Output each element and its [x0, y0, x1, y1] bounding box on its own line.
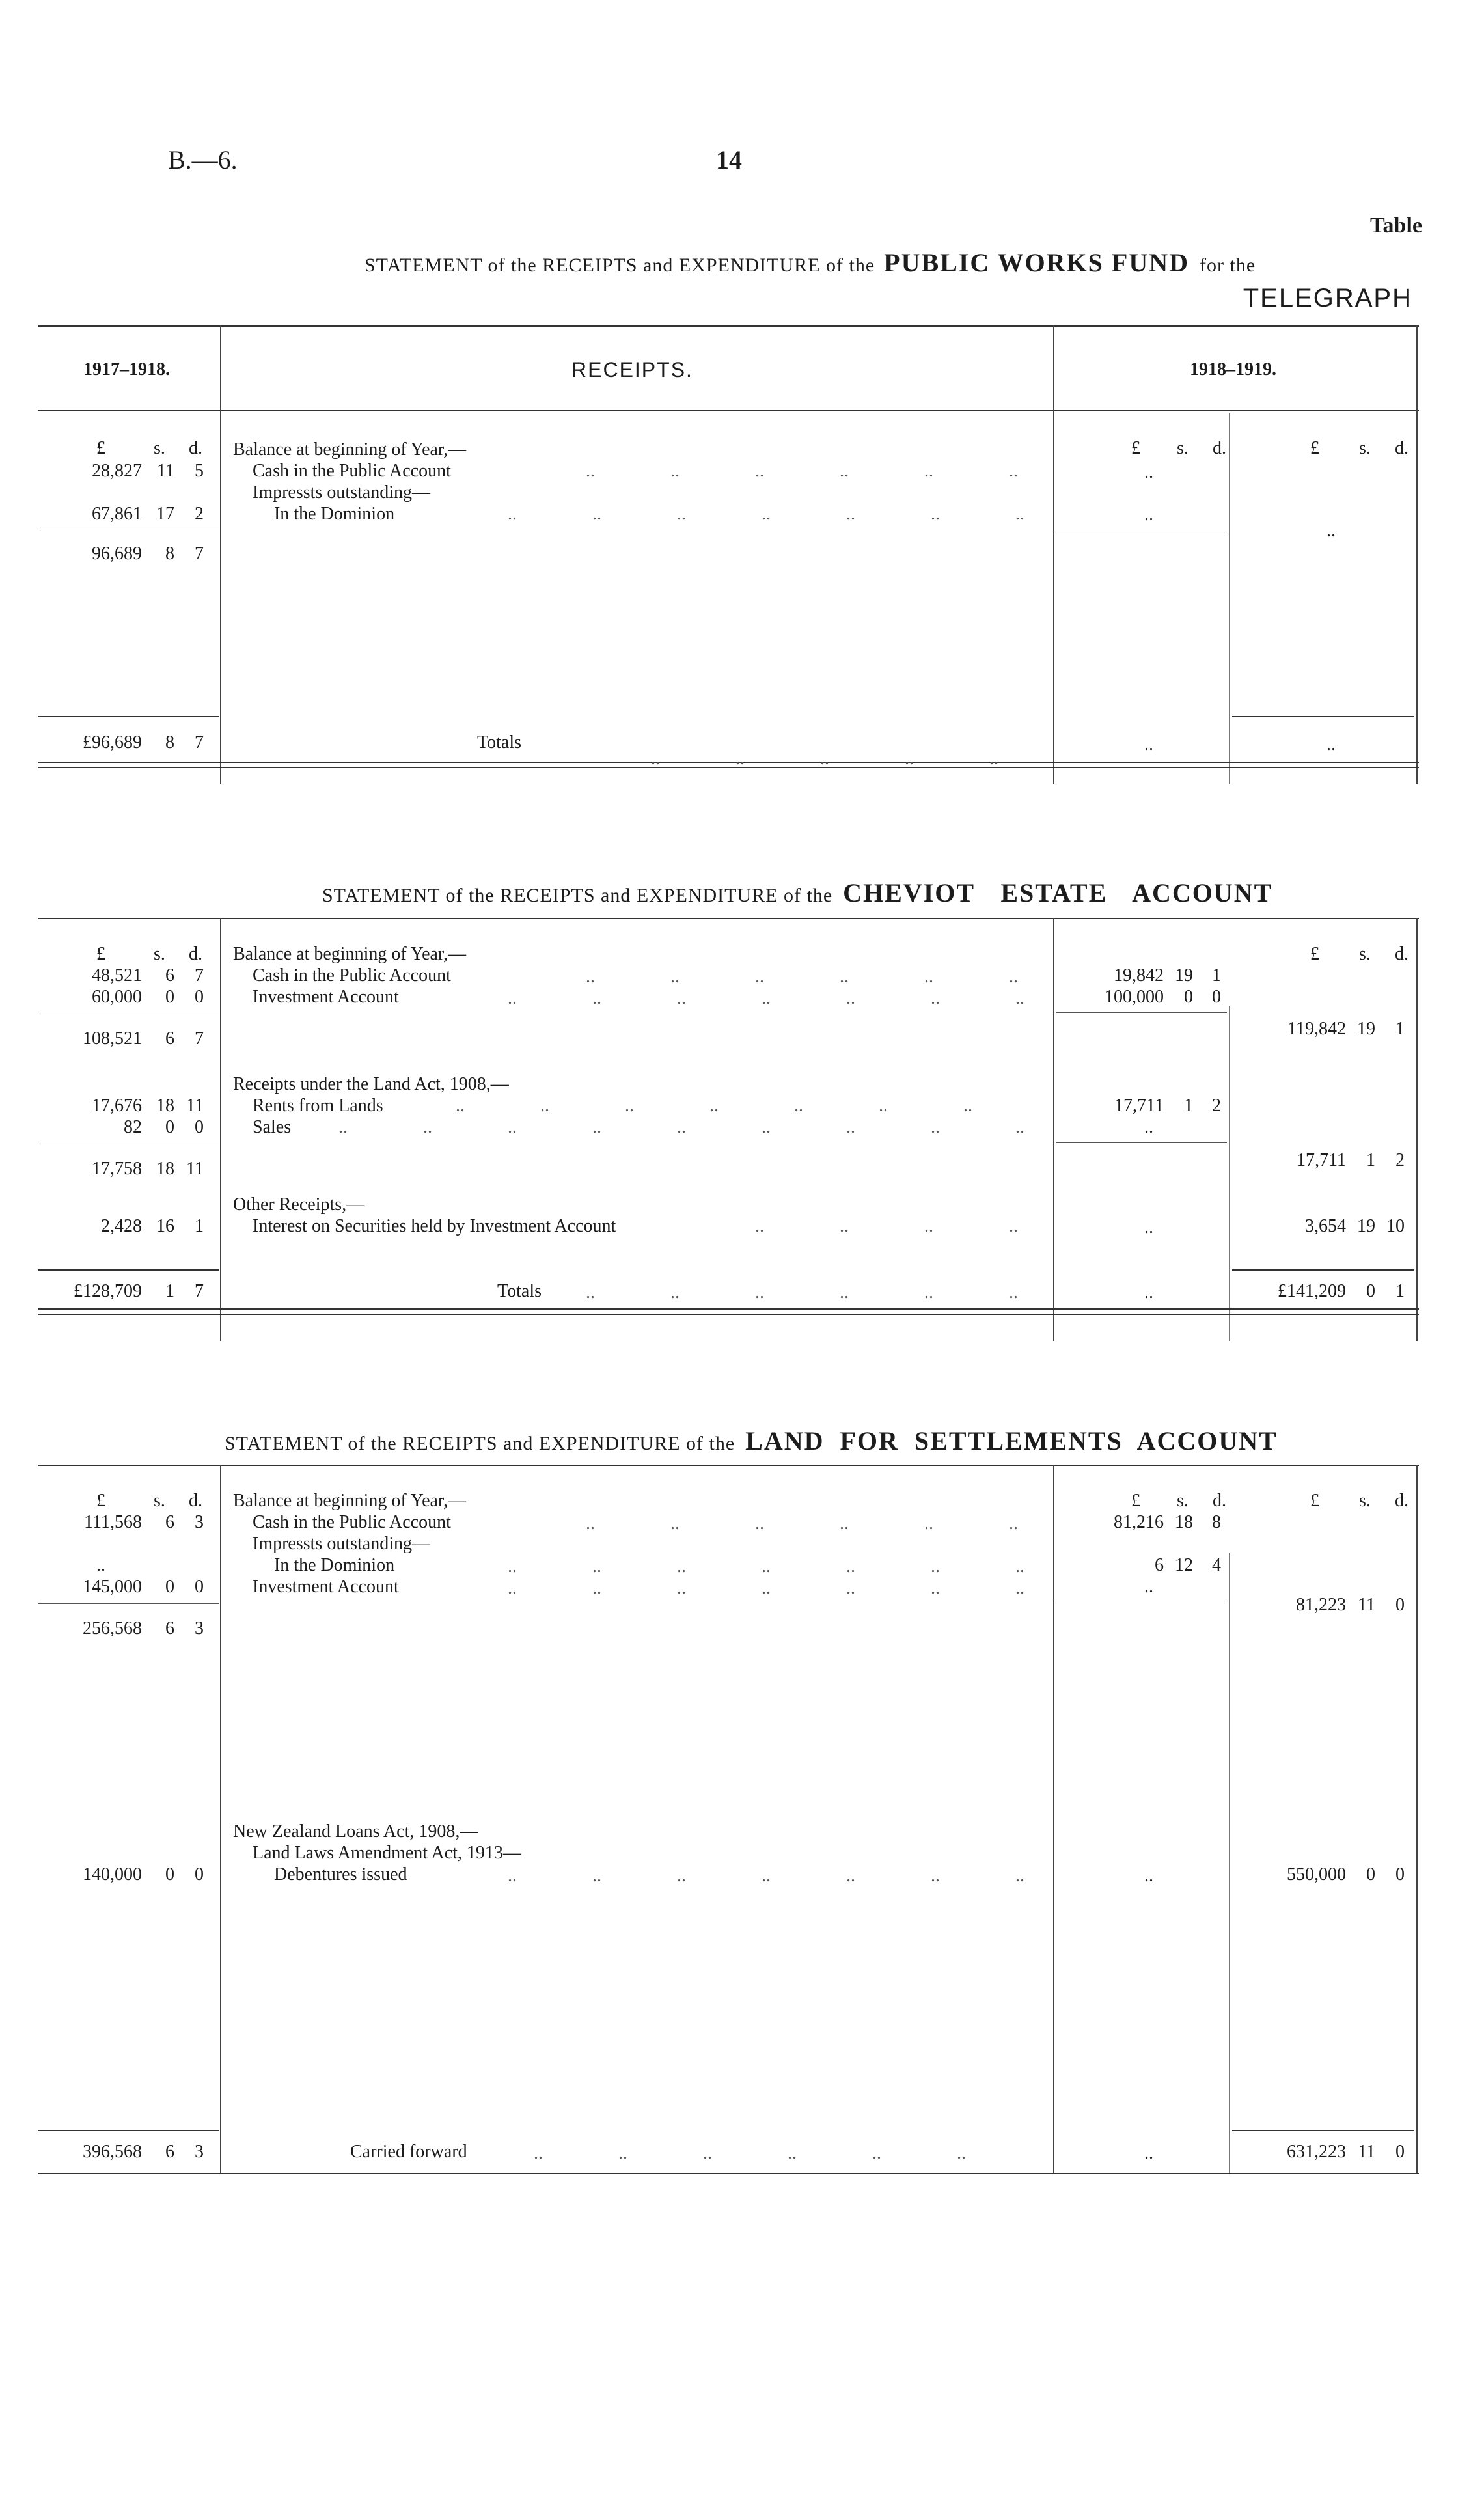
- value-pence: 1: [195, 1216, 204, 1236]
- unit-shilling: s.: [1177, 1491, 1189, 1511]
- right-subtotal-pence: 0: [1395, 1595, 1405, 1615]
- dot-leader: ..: [755, 1216, 764, 1236]
- dot-leader: ..: [670, 967, 680, 987]
- value-shillings: 0: [165, 987, 174, 1007]
- subtotal-shillings: 18: [156, 1159, 174, 1179]
- carried-forward-label: Carried forward: [350, 2142, 467, 2162]
- dot-leader: ..: [846, 504, 855, 524]
- dot-leader: ..: [905, 749, 914, 769]
- dot-leader: ..: [840, 967, 849, 987]
- value-shillings: 17: [156, 504, 174, 524]
- value-pence: 2: [195, 504, 204, 524]
- value-pence: 5: [195, 461, 204, 481]
- dot-leader: ..: [762, 988, 771, 1008]
- value-pence: 11: [186, 1096, 204, 1116]
- right-total-shillings: 0: [1366, 1281, 1375, 1301]
- blank-value: ..: [1144, 1282, 1153, 1303]
- dot-leader: ..: [1015, 1117, 1024, 1137]
- value-shillings: 0: [165, 1117, 174, 1137]
- unit-shilling: s.: [1359, 1491, 1371, 1511]
- dot-leader: ..: [931, 988, 940, 1008]
- unit-shilling: s.: [154, 438, 165, 458]
- value-pence: 0: [195, 987, 204, 1007]
- dot-leader: ..: [735, 749, 745, 769]
- unit-pence: d.: [1395, 944, 1408, 964]
- dot-leader: ..: [592, 504, 601, 524]
- value-pence: 0: [1395, 1864, 1405, 1885]
- value-pence: 0: [1212, 987, 1221, 1007]
- value-pounds: 67,861: [92, 504, 142, 524]
- right-subtotal-shillings: 11: [1358, 1595, 1375, 1615]
- dot-leader: ..: [618, 2143, 627, 2163]
- table-cheviot-estate: [38, 918, 1419, 1347]
- blank-value: ..: [1144, 504, 1153, 525]
- unit-shilling: s.: [1359, 438, 1371, 458]
- subtotal-pence: 7: [195, 544, 204, 564]
- dot-leader: ..: [840, 461, 849, 481]
- dot-leader: ..: [508, 1117, 517, 1137]
- dot-leader: ..: [1009, 1513, 1018, 1534]
- dot-leader: ..: [924, 461, 933, 481]
- desc-land-act: Receipts under the Land Act, 1908,—: [233, 1074, 509, 1094]
- dot-leader: ..: [872, 2143, 881, 2163]
- value-shillings: 16: [156, 1216, 174, 1236]
- desc-other-receipts: Other Receipts,—: [233, 1194, 365, 1215]
- dot-leader: ..: [924, 1513, 933, 1534]
- dot-leader: ..: [924, 1282, 933, 1303]
- desc-imprests: Impressts outstanding—: [253, 1534, 430, 1554]
- dot-leader: ..: [1015, 504, 1024, 524]
- table-label: Table: [1369, 214, 1422, 238]
- account-name: LAND FOR SETTLEMENTS ACCOUNT: [745, 1426, 1278, 1456]
- subtotal-shillings: 6: [165, 1618, 174, 1638]
- table-public-works: [38, 325, 1419, 784]
- dot-leader: ..: [1009, 1216, 1018, 1236]
- value-shillings: 19: [1357, 1216, 1375, 1236]
- dot-leader: ..: [670, 1513, 680, 1534]
- statement-title-cheviot: [322, 877, 1272, 908]
- unit-pound: £: [1310, 438, 1319, 458]
- desc-nz-loans-act: New Zealand Loans Act, 1908,—: [233, 1821, 478, 1842]
- unit-pound: £: [96, 944, 105, 964]
- desc-investment-account: Investment Account: [253, 1577, 399, 1597]
- unit-pence: d.: [1213, 1491, 1226, 1511]
- total-pence: 7: [195, 1281, 204, 1301]
- dot-leader: ..: [755, 461, 764, 481]
- value-shillings: 6: [165, 1512, 174, 1532]
- right-subtotal-pence: 2: [1395, 1150, 1405, 1170]
- dot-leader: ..: [846, 1578, 855, 1598]
- value-shillings: 11: [157, 461, 174, 481]
- subtotal-pence: 11: [186, 1159, 204, 1179]
- right-subtotal-shillings: 1: [1366, 1150, 1375, 1170]
- value-pounds: 140,000: [83, 1864, 142, 1885]
- dot-leader: ..: [592, 1117, 601, 1137]
- right-carried-pence: 0: [1395, 2142, 1405, 2162]
- desc-land-laws-amendment: Land Laws Amendment Act, 1913—: [253, 1843, 521, 1863]
- subtotal-pence: 7: [195, 1029, 204, 1049]
- value-pence: 10: [1386, 1216, 1405, 1236]
- value-pence: 0: [195, 1117, 204, 1137]
- total-shillings: 8: [165, 732, 174, 752]
- blank-value: ..: [1326, 734, 1336, 754]
- value-pounds: 111,568: [84, 1512, 142, 1532]
- dot-leader: ..: [846, 1117, 855, 1137]
- blank-value: ..: [1144, 462, 1153, 482]
- blank-value: ..: [1326, 521, 1336, 541]
- dot-leader: ..: [508, 1556, 517, 1577]
- value-pounds: 17,676: [92, 1096, 142, 1116]
- dot-leader: ..: [592, 1866, 601, 1886]
- blank-value: ..: [1144, 1866, 1153, 1886]
- unit-pence: d.: [189, 438, 202, 458]
- subtotal-pounds: 17,758: [92, 1159, 142, 1179]
- desc-sales: Sales: [253, 1117, 292, 1137]
- fund-name: PUBLIC WORKS FUND: [884, 248, 1190, 277]
- dot-leader: ..: [931, 1117, 940, 1137]
- value-pence: 3: [195, 1512, 204, 1532]
- right-carried-shillings: 11: [1358, 2142, 1375, 2162]
- dot-leader: ..: [338, 1117, 348, 1137]
- value-shillings: 6: [165, 965, 174, 986]
- unit-pound: £: [1310, 944, 1319, 964]
- blank-value: ..: [1144, 1217, 1153, 1237]
- dot-leader: ..: [456, 1096, 465, 1116]
- dot-leader: ..: [677, 1866, 686, 1886]
- dot-leader: ..: [1009, 461, 1018, 481]
- blank-value: ..: [1144, 2143, 1153, 2163]
- carried-pence: 3: [195, 2142, 204, 2162]
- col-header-receipts: RECEIPTS.: [571, 358, 693, 381]
- desc-rents-from-lands: Rents from Lands: [253, 1096, 383, 1116]
- desc-interest-securities: Interest on Securities held by Investment Account: [253, 1216, 616, 1236]
- subtotal-pounds: 96,689: [92, 544, 142, 564]
- totals-label: Totals: [497, 1281, 542, 1301]
- dot-leader: ..: [670, 461, 680, 481]
- blank-value: ..: [1144, 734, 1153, 754]
- value-pounds: 81,216: [1114, 1512, 1164, 1532]
- unit-pence: d.: [1395, 438, 1408, 458]
- value-shillings: 18: [1175, 1512, 1193, 1532]
- desc-balance: Balance at beginning of Year,—: [233, 439, 467, 460]
- dot-leader: ..: [957, 2143, 966, 2163]
- dot-leader: ..: [924, 967, 933, 987]
- dot-leader: ..: [586, 1282, 595, 1303]
- dot-leader: ..: [931, 1866, 940, 1886]
- dot-leader: ..: [677, 1117, 686, 1137]
- dot-leader: ..: [508, 988, 517, 1008]
- dot-leader: ..: [879, 1096, 888, 1116]
- unit-pound: £: [1310, 1491, 1319, 1511]
- right-total-pence: 1: [1395, 1281, 1405, 1301]
- dot-leader: ..: [651, 749, 660, 769]
- dot-leader: ..: [1009, 1282, 1018, 1303]
- unit-shilling: s.: [1359, 944, 1371, 964]
- dot-leader: ..: [423, 1117, 432, 1137]
- dot-leader: ..: [709, 1096, 719, 1116]
- total-pounds: £96,689: [83, 732, 142, 752]
- value-shillings: 19: [1175, 965, 1193, 986]
- subtotal-pounds: 108,521: [83, 1029, 142, 1049]
- value-pounds: 17,711: [1114, 1096, 1164, 1116]
- value-pence: 2: [1212, 1096, 1221, 1116]
- dot-leader: ..: [625, 1096, 634, 1116]
- value-pounds: 3,654: [1305, 1216, 1346, 1236]
- dot-leader: ..: [820, 749, 829, 769]
- dot-leader: ..: [846, 1556, 855, 1577]
- right-subtotal-pounds: 17,711: [1297, 1150, 1346, 1170]
- right-subtotal-shillings: 19: [1357, 1019, 1375, 1039]
- unit-shilling: s.: [154, 1491, 165, 1511]
- dot-leader: ..: [840, 1216, 849, 1236]
- dot-leader: ..: [846, 1866, 855, 1886]
- desc-cash-public-account: Cash in the Public Account: [253, 965, 451, 986]
- value-pence: 8: [1212, 1512, 1221, 1532]
- dot-leader: ..: [586, 1513, 595, 1534]
- dot-leader: ..: [677, 1556, 686, 1577]
- dot-leader: ..: [508, 504, 517, 524]
- desc-in-dominion: In the Dominion: [274, 504, 395, 524]
- dot-leader: ..: [788, 2143, 797, 2163]
- right-carried-pounds: 631,223: [1287, 2142, 1346, 2162]
- value-pounds: 145,000: [83, 1577, 142, 1597]
- dot-leader: ..: [1015, 1578, 1024, 1598]
- dot-leader: ..: [931, 1556, 940, 1577]
- dot-leader: ..: [931, 504, 940, 524]
- dot-leader: ..: [963, 1096, 972, 1116]
- statement-title-land-settlements: [225, 1426, 1278, 1456]
- value-pounds: 48,521: [92, 965, 142, 986]
- value-pence: 0: [195, 1864, 204, 1885]
- dot-leader: ..: [840, 1282, 849, 1303]
- col-header-1917-1918: 1917–1918.: [83, 359, 170, 380]
- dot-leader: ..: [592, 1578, 601, 1598]
- dot-leader: ..: [592, 988, 601, 1008]
- value-pence: 4: [1212, 1555, 1221, 1575]
- value-pence: 7: [195, 965, 204, 986]
- value-pounds: 550,000: [1287, 1864, 1346, 1885]
- dot-leader: ..: [677, 504, 686, 524]
- dot-leader: ..: [534, 2143, 543, 2163]
- dot-leader: ..: [846, 988, 855, 1008]
- dot-leader: ..: [931, 1578, 940, 1598]
- dot-leader: ..: [586, 461, 595, 481]
- unit-pound: £: [1131, 1491, 1140, 1511]
- unit-pound: £: [1131, 438, 1140, 458]
- value-pounds: 100,000: [1105, 987, 1164, 1007]
- dot-leader: ..: [755, 967, 764, 987]
- col-header-1918-1919: 1918–1919.: [1190, 359, 1276, 380]
- statement-title-public-works: [364, 247, 1256, 278]
- blank-value: ..: [96, 1555, 105, 1575]
- desc-balance: Balance at beginning of Year,—: [233, 1491, 467, 1511]
- subtotal-pence: 3: [195, 1618, 204, 1638]
- dot-leader: ..: [762, 1117, 771, 1137]
- total-pence: 7: [195, 732, 204, 752]
- dot-leader: ..: [508, 1866, 517, 1886]
- dot-leader: ..: [762, 1866, 771, 1886]
- dot-leader: ..: [1015, 1866, 1024, 1886]
- total-pounds: £128,709: [74, 1281, 142, 1301]
- dot-leader: ..: [540, 1096, 549, 1116]
- value-shillings: 1: [1184, 1096, 1193, 1116]
- page-number: 14: [716, 145, 742, 174]
- dot-leader: ..: [755, 1282, 764, 1303]
- desc-balance: Balance at beginning of Year,—: [233, 944, 467, 964]
- statement-subtitle: TELEGRAPH: [1243, 284, 1412, 312]
- subtotal-shillings: 6: [165, 1029, 174, 1049]
- right-subtotal-pounds: 119,842: [1287, 1019, 1346, 1039]
- right-total-pounds: £141,209: [1278, 1281, 1346, 1301]
- carried-shillings: 6: [165, 2142, 174, 2162]
- dot-leader: ..: [677, 988, 686, 1008]
- dot-leader: ..: [592, 1556, 601, 1577]
- value-shillings: 12: [1175, 1555, 1193, 1575]
- dot-leader: ..: [677, 1578, 686, 1598]
- total-shillings: 1: [165, 1281, 174, 1301]
- unit-pence: d.: [1213, 438, 1226, 458]
- value-pence: 0: [195, 1577, 204, 1597]
- value-pounds: 19,842: [1114, 965, 1164, 986]
- blank-value: ..: [1144, 1577, 1153, 1597]
- unit-pound: £: [96, 1491, 105, 1511]
- document-code: B.—6.: [168, 145, 238, 174]
- value-shillings: 0: [1366, 1864, 1375, 1885]
- dot-leader: ..: [1015, 988, 1024, 1008]
- account-name: CHEVIOT ESTATE ACCOUNT: [843, 878, 1273, 907]
- value-shillings: 0: [165, 1864, 174, 1885]
- dot-leader: ..: [762, 1556, 771, 1577]
- dot-leader: ..: [794, 1096, 803, 1116]
- dot-leader: ..: [1015, 1556, 1024, 1577]
- value-pence: 1: [1212, 965, 1221, 986]
- right-subtotal-pounds: 81,223: [1296, 1595, 1346, 1615]
- value-shillings: 0: [1184, 987, 1193, 1007]
- dot-leader: ..: [840, 1513, 849, 1534]
- desc-cash-public-account: Cash in the Public Account: [253, 461, 451, 481]
- dot-leader: ..: [670, 1282, 680, 1303]
- value-shillings: 0: [165, 1577, 174, 1597]
- subtotal-shillings: 8: [165, 544, 174, 564]
- title-prefix: STATEMENT of the RECEIPTS and EXPENDITURE of the: [364, 255, 875, 276]
- totals-label: Totals: [477, 732, 522, 752]
- value-pounds: 2,428: [101, 1216, 142, 1236]
- title-prefix: STATEMENT of the RECEIPTS and EXPENDITURE of the: [225, 1433, 735, 1454]
- value-shillings: 18: [156, 1096, 174, 1116]
- desc-imprests: Impressts outstanding—: [253, 482, 430, 503]
- title-suffix: for the: [1200, 255, 1256, 276]
- desc-investment-account: Investment Account: [253, 987, 399, 1007]
- value-pounds: 82: [124, 1117, 142, 1137]
- subtotal-pounds: 256,568: [83, 1618, 142, 1638]
- right-subtotal-pence: 1: [1395, 1019, 1405, 1039]
- desc-cash-public-account: Cash in the Public Account: [253, 1512, 451, 1532]
- unit-pence: d.: [189, 1491, 202, 1511]
- unit-pence: d.: [189, 944, 202, 964]
- blank-value: ..: [1144, 1117, 1153, 1137]
- dot-leader: ..: [762, 1578, 771, 1598]
- dot-leader: ..: [508, 1578, 517, 1598]
- value-pounds: 28,827: [92, 461, 142, 481]
- dot-leader: ..: [762, 504, 771, 524]
- dot-leader: ..: [586, 967, 595, 987]
- dot-leader: ..: [703, 2143, 712, 2163]
- dot-leader: ..: [924, 1216, 933, 1236]
- title-prefix: STATEMENT of the RECEIPTS and EXPENDITURE of the: [322, 885, 833, 906]
- unit-shilling: s.: [154, 944, 165, 964]
- value-pounds: 60,000: [92, 987, 142, 1007]
- dot-leader: ..: [755, 1513, 764, 1534]
- desc-in-dominion: In the Dominion: [274, 1555, 395, 1575]
- dot-leader: ..: [989, 749, 998, 769]
- value-pounds: 6: [1155, 1555, 1164, 1575]
- unit-shilling: s.: [1177, 438, 1189, 458]
- unit-pence: d.: [1395, 1491, 1408, 1511]
- table-land-settlements: [38, 1465, 1419, 2200]
- carried-pounds: 396,568: [83, 2142, 142, 2162]
- desc-debentures-issued: Debentures issued: [274, 1864, 407, 1885]
- unit-pound: £: [96, 438, 105, 458]
- dot-leader: ..: [1009, 967, 1018, 987]
